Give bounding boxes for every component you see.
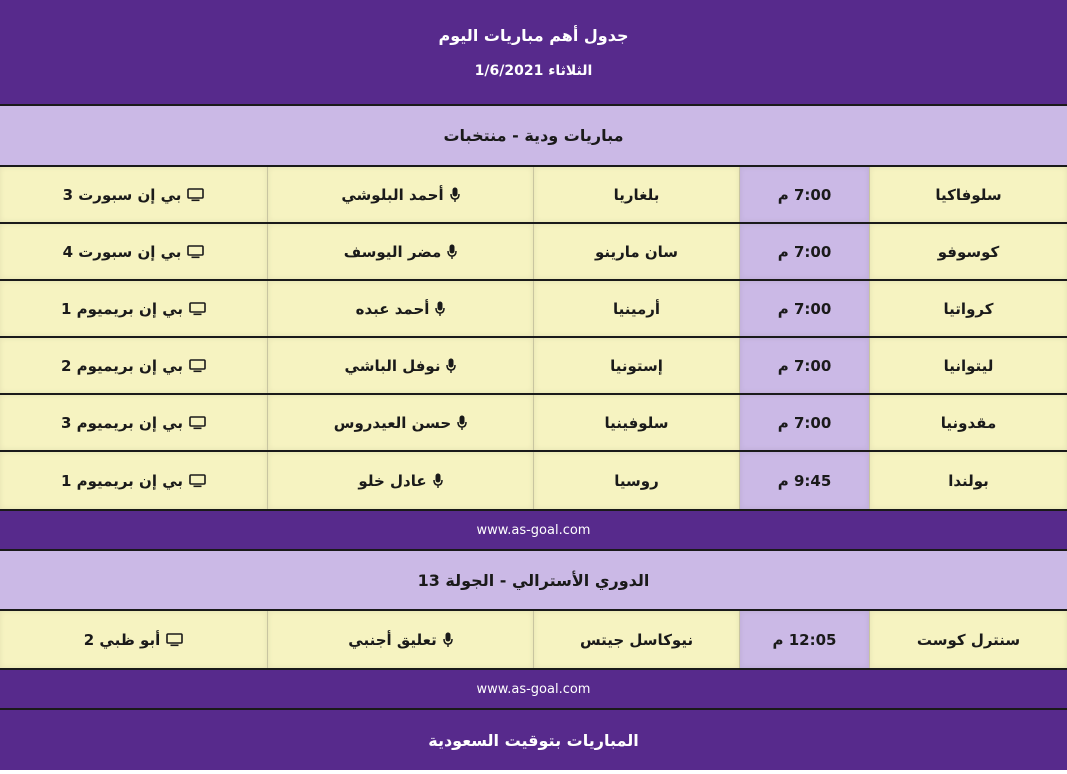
commentator xyxy=(267,338,533,393)
channel xyxy=(0,338,267,393)
microphone-icon xyxy=(446,358,456,374)
channel-name: بي إن سبورت 3 xyxy=(62,185,182,204)
channel-name: بي إن بريميوم 1 xyxy=(60,471,184,490)
away-team: روسيا xyxy=(533,452,739,509)
microphone-icon xyxy=(435,301,445,317)
page-header xyxy=(0,0,1067,106)
channel-name: بي إن سبورت 4 xyxy=(62,242,182,261)
matches-table xyxy=(0,167,1067,509)
commentator-name: أحمد عبده xyxy=(355,299,430,318)
commentator xyxy=(267,224,533,279)
match-row xyxy=(0,611,1067,668)
commentator xyxy=(267,395,533,450)
website-link[interactable]: www.as-goal.com xyxy=(0,509,1067,549)
microphone-icon xyxy=(433,473,443,489)
match-time: 12:05 م xyxy=(739,611,869,668)
tv-icon xyxy=(166,633,183,647)
channel-name: أبو ظبي 2 xyxy=(83,630,161,649)
tv-icon xyxy=(187,245,204,259)
commentator xyxy=(267,452,533,509)
page-date: الثلاثاء 1/6/2021 xyxy=(474,62,593,79)
away-team: سلوفينيا xyxy=(533,395,739,450)
home-team: سنترل كوست xyxy=(869,611,1067,668)
home-team: بولندا xyxy=(869,452,1067,509)
timezone-note: المباريات بتوقيت السعودية xyxy=(0,708,1067,770)
home-team: كرواتيا xyxy=(869,281,1067,336)
channel xyxy=(0,167,267,222)
match-row xyxy=(0,281,1067,338)
channel xyxy=(0,281,267,336)
tv-icon xyxy=(189,359,206,373)
match-row xyxy=(0,452,1067,509)
match-time: 7:00 م xyxy=(739,167,869,222)
match-row xyxy=(0,395,1067,452)
commentator-name: مضر اليوسف xyxy=(343,242,442,261)
website-link[interactable]: www.as-goal.com xyxy=(0,668,1067,708)
tv-icon xyxy=(187,188,204,202)
home-team: سلوفاكيا xyxy=(869,167,1067,222)
away-team: إستونيا xyxy=(533,338,739,393)
matches-table xyxy=(0,611,1067,668)
microphone-icon xyxy=(447,244,457,260)
tv-icon xyxy=(189,474,206,488)
tv-icon xyxy=(189,416,206,430)
microphone-icon xyxy=(450,187,460,203)
channel xyxy=(0,452,267,509)
match-time: 7:00 م xyxy=(739,224,869,279)
commentator-name: أحمد البلوشي xyxy=(341,185,444,204)
commentator-name: عادل خلو xyxy=(358,471,427,490)
match-time: 7:00 م xyxy=(739,281,869,336)
commentator-name: تعليق أجنبي xyxy=(348,630,437,649)
microphone-icon xyxy=(457,415,467,431)
match-row xyxy=(0,338,1067,395)
commentator xyxy=(267,167,533,222)
commentator xyxy=(267,611,533,668)
channel xyxy=(0,395,267,450)
tv-icon xyxy=(189,302,206,316)
home-team: ليتوانيا xyxy=(869,338,1067,393)
home-team: مقدونيا xyxy=(869,395,1067,450)
match-time: 9:45 م xyxy=(739,452,869,509)
away-team: نيوكاسل جيتس xyxy=(533,611,739,668)
match-row xyxy=(0,224,1067,281)
channel xyxy=(0,224,267,279)
channel-name: بي إن بريميوم 3 xyxy=(60,413,184,432)
channel-name: بي إن بريميوم 1 xyxy=(60,299,184,318)
commentator-name: نوفل الباشي xyxy=(344,356,441,375)
home-team: كوسوفو xyxy=(869,224,1067,279)
commentator-name: حسن العيدروس xyxy=(333,413,452,432)
section-title: الدوري الأسترالي - الجولة 13 xyxy=(0,549,1067,611)
section-title: مباريات ودية - منتخبات xyxy=(0,106,1067,167)
match-time: 7:00 م xyxy=(739,395,869,450)
match-time: 7:00 م xyxy=(739,338,869,393)
commentator xyxy=(267,281,533,336)
away-team: أرمينيا xyxy=(533,281,739,336)
channel xyxy=(0,611,267,668)
match-row xyxy=(0,167,1067,224)
channel-name: بي إن بريميوم 2 xyxy=(60,356,184,375)
page-title: جدول أهم مباريات اليوم xyxy=(438,25,629,45)
away-team: سان مارينو xyxy=(533,224,739,279)
away-team: بلغاريا xyxy=(533,167,739,222)
microphone-icon xyxy=(443,632,453,648)
